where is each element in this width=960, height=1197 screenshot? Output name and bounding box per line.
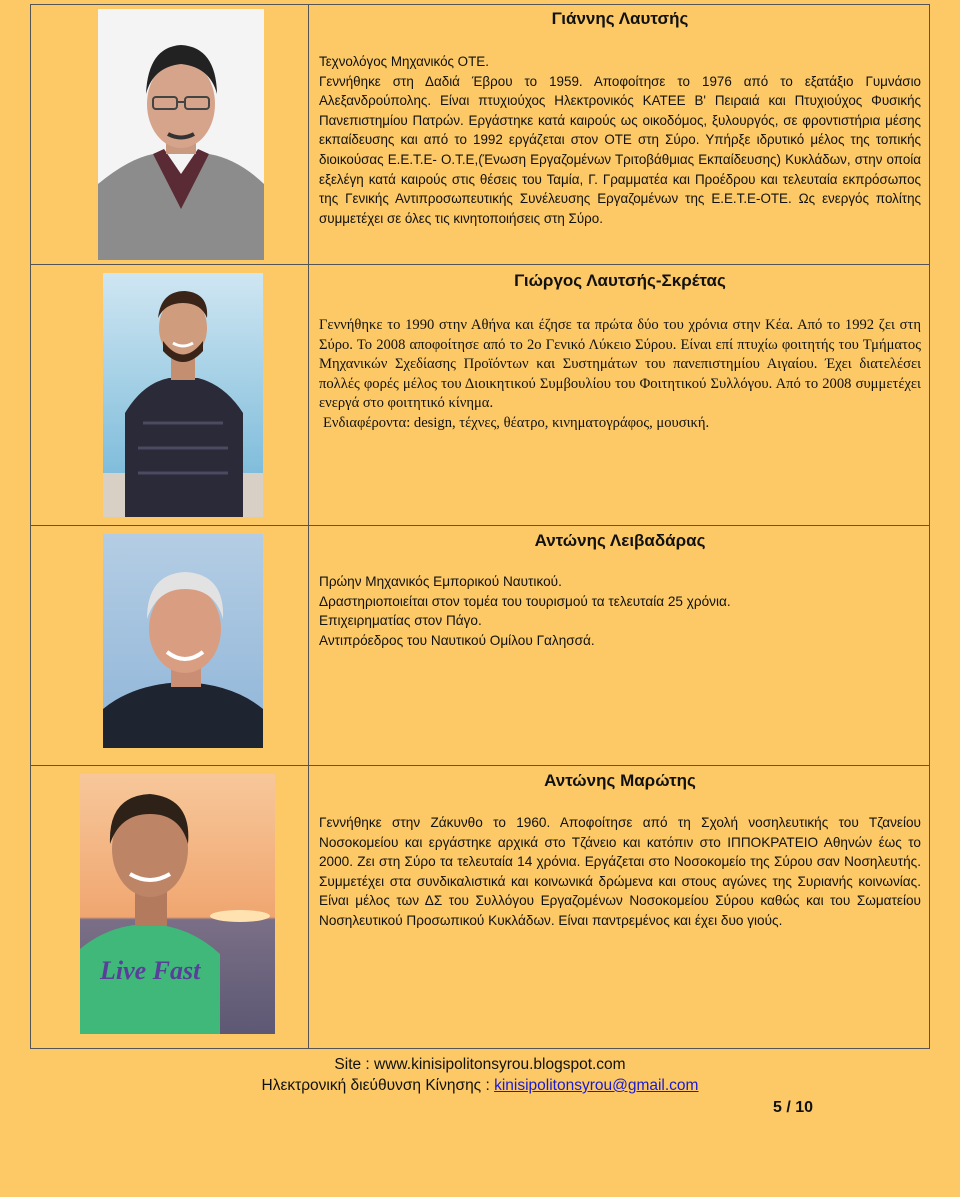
- bio-row: [31, 5, 929, 265]
- portrait-photo: [98, 9, 264, 260]
- person-name: Αντώνης Λειβαδάρας: [534, 531, 706, 550]
- photo-cell: [31, 766, 309, 1048]
- bio-paragraph: Γεννήθηκε το 1990 στην Αθήνα και έζησε τα πρώτα δύο του χρόνια στην Κέα. Από το 1992 ζει στη Σύρο. Το 2008 αποφοίτησε από το 2ο Γενικό Λύκειο Σύρου. Είναι επί πτυχίω φοιτητής του Τμήματος Μηχανικών Σχεδίασης Προϊόντων και Συστημάτων του πανεπιστημίου Αιγαίου. Έχει διατελέσει πολλές φορές μέλος του Διοικητικού Συμβουλίου του Φοιτητικού Συλλόγου. Από το 2008 συμμετέχει ενεργά στο φοιτητικό κίνημα.: [319, 317, 921, 412]
- bio-row: [31, 265, 929, 526]
- bio-line: Πρώην Μηχανικός Εμπορικού Ναυτικού.: [319, 574, 562, 589]
- person-name: Γιάννης Λαυτσής: [551, 9, 689, 28]
- bio-text: [319, 271, 921, 434]
- footer-email-line: [0, 1077, 960, 1095]
- bio-text: [319, 9, 921, 228]
- email-link[interactable]: kinisipolitonsyrou@gmail.com: [494, 1077, 699, 1094]
- page-number: 5 / 10: [773, 1099, 814, 1116]
- portrait-photo: [80, 774, 275, 1034]
- bio-paragraph: Γεννήθηκε στη Δαδιά Έβρου το 1959. Αποφοίτησε το 1976 από το εξατάξιο Γυμνάσιο Αλεξανδρούπολης. Είναι πτυχιούχος Ηλεκτρονικός ΚΑΤΕΕ Β' Πειραιά και Πτυχιούχος Φυσικής Πανεπιστημίου Πατρών. Εργάστηκε κατά καιρούς ως οικοδόμος, ξυλουργός, σε φροντιστήρια μέσης εκπαίδευσης και από το 1992 εργάζεται στον ΟΤΕ στη Σύρο. Υπήρξε ιδρυτικό μέλος της τοπικής διοικούσας Ε.Ε.Τ.Ε- Ο.Τ.Ε,(Ένωση Εργαζομένων Τριτοβάθμιας Εκπαίδευσης) Κυκλάδων, στην οποία εξελέγη κατά καιρούς στις θέσεις του Ταμία, Γ. Γραμματέα και Προέδρου και τελευταία εκπρόσωπος της Γενικής Αντιπροσωπευτικής Συνέλευσης Εργαζομένων της Ε.Ε.Τ.Ε-ΟΤΕ. Ως ενεργός πολίτης συμμετέχει σε όλες τις κινητοποιήσεις στη Σύρο.: [319, 73, 921, 226]
- bio-text: [319, 771, 921, 931]
- photo-cell: [31, 526, 309, 765]
- bio-text: [319, 531, 921, 650]
- bio-row: [31, 766, 929, 1048]
- svg-text:Live Fast: Live Fast: [100, 956, 201, 985]
- portrait-photo: [103, 273, 263, 517]
- bio-line: Επιχειρηματίας στον Πάγο.: [319, 613, 482, 629]
- bio-paragraph: Ενδιαφέροντα: design, τέχνες, θέατρο, κινηματογράφος, μουσική.: [323, 414, 710, 431]
- person-name: Γιώργος Λαυτσής-Σκρέτας: [514, 271, 726, 290]
- bio-lines: [319, 572, 921, 650]
- person-name: Αντώνης Μαρώτης: [544, 771, 696, 790]
- portrait-photo: [103, 534, 263, 748]
- bio-paragraph: Τεχνολόγος Μηχανικός ΟΤΕ.: [319, 54, 489, 69]
- bio-table: [30, 4, 930, 1049]
- photo-cell: [31, 5, 309, 264]
- footer-site: Site : www.kinisipolitonsyrou.blogspot.com: [334, 1056, 626, 1073]
- bio-line: Δραστηριοποιείται στον τομέα του τουρισμού τα τελευταία 25 χρόνια.: [319, 593, 731, 609]
- bio-line: Αντιπρόεδρος του Ναυτικού Ομίλου Γαλησσά.: [319, 632, 595, 648]
- footer-email-label: Ηλεκτρονική διεύθυνση Κίνησης :: [261, 1077, 495, 1094]
- bio-paragraph: Γεννήθηκε στην Ζάκυνθο το 1960. Αποφοίτησε από τη Σχολή νοσηλευτικής του Τζανείου Νοσοκομείου και εργάστηκε αρχικά στο Τζάνειο και κατόπιν στο ΙΠΠΟΚΡΑΤΕΙΟ Αθηνών έως το 2000. Ζει στη Σύρο τα τελευταία 14 χρόνια. Εργάζεται στο Νοσοκομείο της Σύρου σαν Νοσηλευτής. Συμμετέχει στα συνδικαλιστικά και κοινωνικά δρώμενα και στους αγώνες της Συριανής κοινωνίας. Είναι μέλος των ΔΣ του Συλλόγου Εργαζομένων Νοσοκομείου Σύρου καθώς και του Σωματείου Νοσηλευτικού Προσωπικού Κυκλάδων. Είναι παντρεμένος και έχει δυο γιούς.: [319, 815, 921, 928]
- photo-cell: [31, 265, 309, 525]
- bio-row: [31, 526, 929, 766]
